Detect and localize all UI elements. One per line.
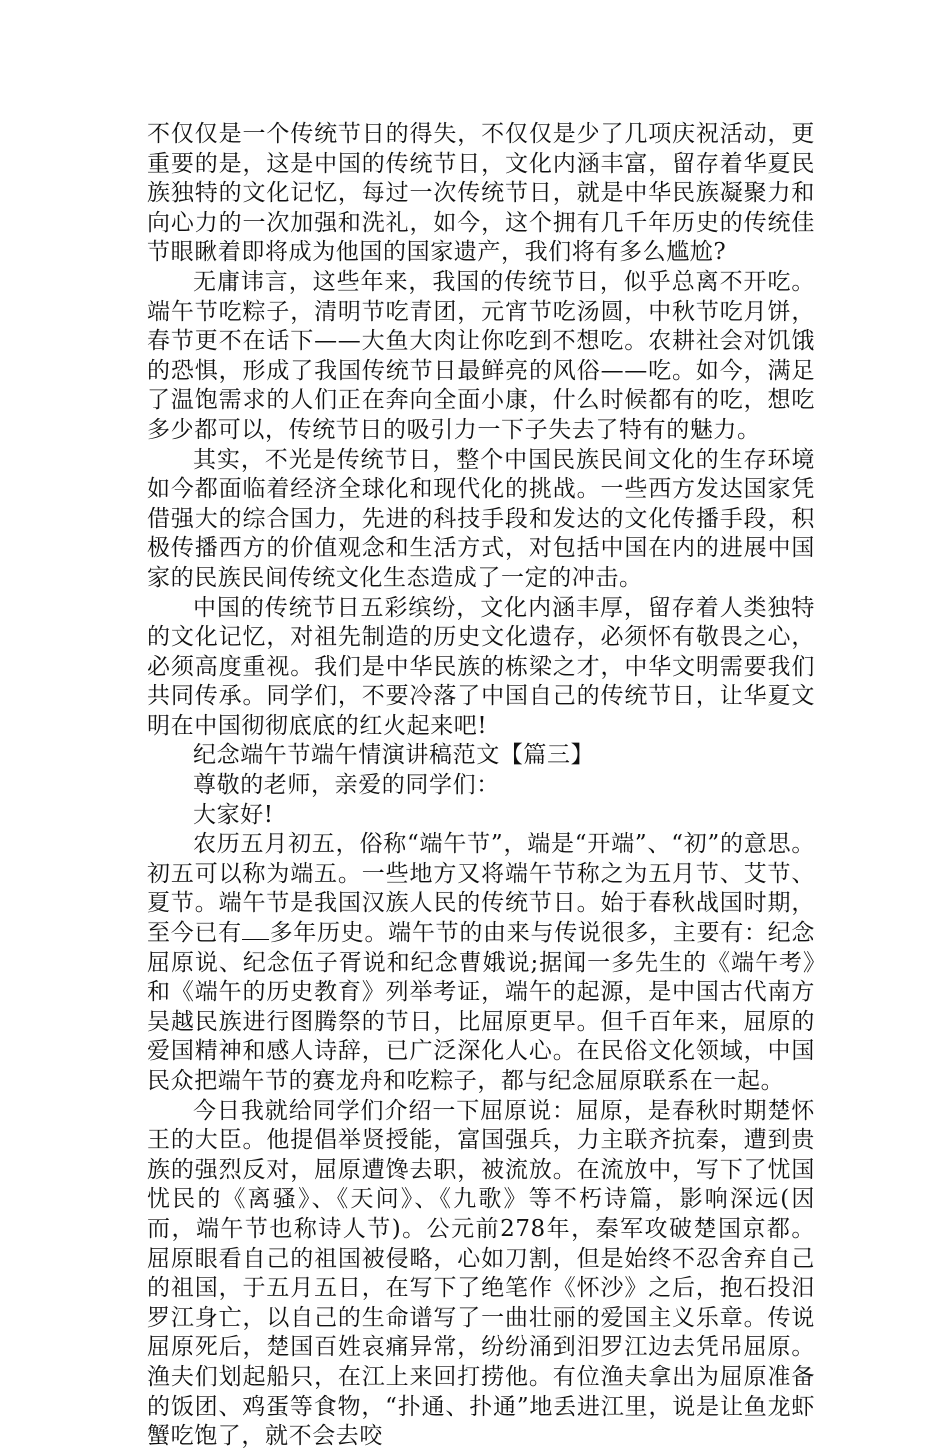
- section-title: 纪念端午节端午情演讲稿范文【篇三】: [193, 742, 595, 769]
- paragraph-origin: [147, 830, 815, 1096]
- fill-in-blank: [242, 939, 270, 940]
- paragraph-call-to-action: 中国的传统节日五彩缤纷，文化内涵丰厚，留存着人类独特的文化记忆，对祖先制造的历史文化遗存，必须怀有敬畏之心，必须高度重视。我们是中华民族的栋梁之才，中华文明需要我们共同传承。同学们，不要冷落了中国自己的传统节日，让华夏文明在中国彻彻底底的红火起来吧!: [147, 594, 815, 739]
- origin-text-after-blank: 多年历史。端午节的由来与传说很多，主要有：纪念屈原说、纪念伍子胥说和纪念曹娥说;据闻一多先生的《端午考》和《端午的历史教育》列举考证，端午的起源，是中国古代南方吴越民族进行图腾祭的节日，比屈原更早。但千百年来，屈原的爱国精神和感人诗辞，已广泛深化人心。在民俗文化领域，中国民众把端午节的赛龙舟和吃粽子，都与纪念屈原联系在一起。: [147, 920, 815, 1094]
- salutation: 尊敬的老师，亲爱的同学们：: [193, 772, 500, 799]
- greeting: 大家好!: [193, 801, 274, 828]
- paragraph-continued: 不仅仅是一个传统节日的得失，不仅仅是少了几项庆祝活动，更重要的是，这是中国的传统节日，文化内涵丰富，留存着华夏民族独特的文化记忆，每过一次传统节日，就是中华民族凝聚力和向心力的一次加强和洗礼，如今，这个拥有几千年历史的传统佳节眼瞅着即将成为他国的国家遗产，我们将有多么尴尬?: [147, 121, 815, 266]
- document-page: [147, 120, 815, 1452]
- paragraph-food-customs: 无庸讳言，这些年来，我国的传统节日，似乎总离不开吃。端午节吃粽子，清明节吃青团，元宵节吃汤圆，中秋节吃月饼，春节更不在话下——大鱼大肉让你吃到不想吃。农耕社会对饥饿的恐惧，形成了我国传统节日最鲜亮的风俗——吃。如今，满足了温饱需求的人们正在奔向全面小康，什么时候都有的吃，想吃多少都可以，传统节日的吸引力一下子失去了特有的魅力。: [147, 268, 815, 443]
- origin-text-before-blank: 农历五月初五，俗称“端午节”，端是“开端”、“初”的意思。初五可以称为端五。一些地方又将端午节称之为五月节、艾节、夏节。端午节是我国汉族人民的传统节日。始于春秋战国时期，至今已有: [147, 831, 815, 947]
- paragraph-globalization: 其实，不光是传统节日，整个中国民族民间文化的生存环境如今都面临着经济全球化和现代化的挑战。一些西方发达国家凭借强大的综合国力，先进的科技手段和发达的文化传播手段，积极传播西方的价值观念和生活方式，对包括中国在内的进展中国家的民族民间传统文化生态造成了一定的冲击。: [147, 446, 815, 591]
- paragraph-qu-yuan-story: 今日我就给同学们介绍一下屈原说：屈原，是春秋时期楚怀王的大臣。他提倡举贤授能，富国强兵，力主联齐抗秦，遭到贵族的强烈反对，屈原遭馋去职，被流放。在流放中，写下了忧国忧民的《离骚》、《天问》、《九歌》等不朽诗篇，影响深远(因而，端午节也称诗人节)。公元前278年，秦军攻破楚国京都。屈原眼看自己的祖国被侵略，心如刀割，但是始终不忍舍弃自己的祖国，于五月五日，在写下了绝笔作《怀沙》之后，抱石投汨罗江身亡，以自己的生命谱写了一曲壮丽的爱国主义乐章。传说屈原死后，楚国百姓哀痛异常，纷纷涌到汨罗江边去凭吊屈原。渔夫们划起船只，在江上来回打捞他。有位渔夫拿出为屈原准备的饭团、鸡蛋等食物，“扑通、扑通”地丢进江里，说是让鱼龙虾蟹吃饱了，就不会去咬: [147, 1097, 815, 1450]
